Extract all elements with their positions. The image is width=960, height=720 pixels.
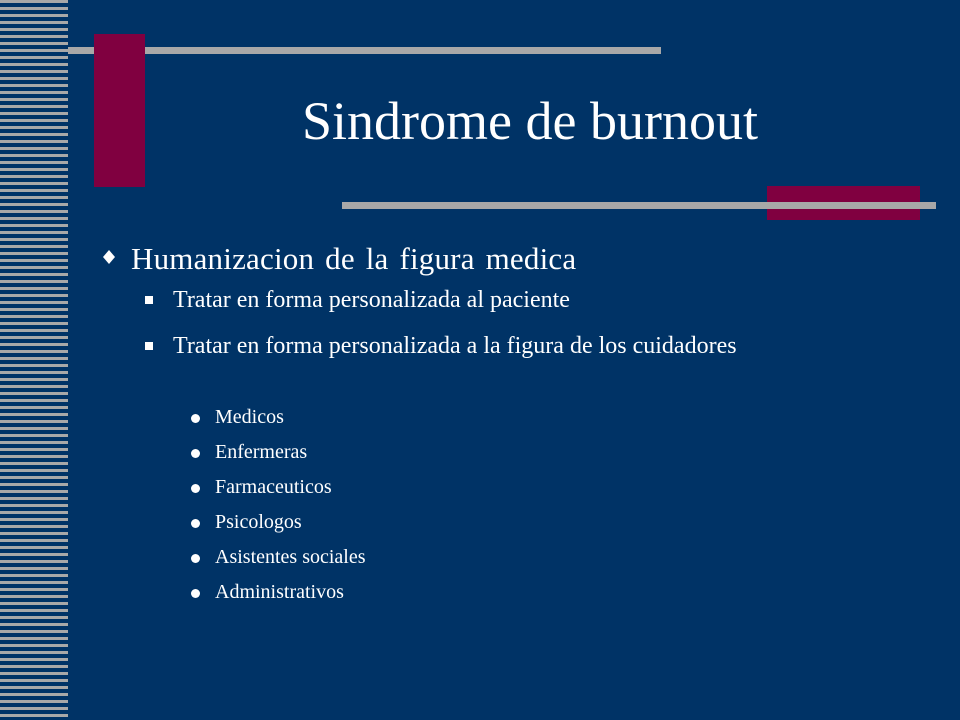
- middle-gray-bar: [342, 202, 936, 209]
- bullet-subsub-4: Psicologos: [215, 511, 302, 533]
- top-gray-bar: [68, 47, 661, 54]
- round-bullet-icon: [191, 589, 200, 598]
- bullet-subsub-6: Administrativos: [215, 581, 344, 603]
- round-bullet-icon: [191, 519, 200, 528]
- round-bullet-icon: [191, 554, 200, 563]
- square-bullet-icon: [145, 342, 153, 350]
- bullet-subsub-2: Enfermeras: [215, 441, 308, 463]
- slide-title: Sindrome de burnout: [302, 91, 758, 151]
- round-bullet-icon: [191, 414, 200, 423]
- round-bullet-icon: [191, 484, 200, 493]
- round-bullet-icon: [191, 449, 200, 458]
- bullet-subsub-1: Medicos: [215, 406, 284, 428]
- left-striped-border: [0, 0, 68, 720]
- square-bullet-icon: [145, 296, 153, 304]
- bullet-main: Humanizacion de la figura medica: [131, 241, 577, 276]
- bullet-subsub-5: Asistentes sociales: [215, 546, 366, 568]
- bullet-sub-2: Tratar en forma personalizada a la figura de los cuidadores: [173, 333, 737, 359]
- diamond-icon: [103, 250, 115, 264]
- bullet-sub-1: Tratar en forma personalizada al paciente: [173, 287, 570, 313]
- bullet-subsub-3: Farmaceuticos: [215, 476, 332, 498]
